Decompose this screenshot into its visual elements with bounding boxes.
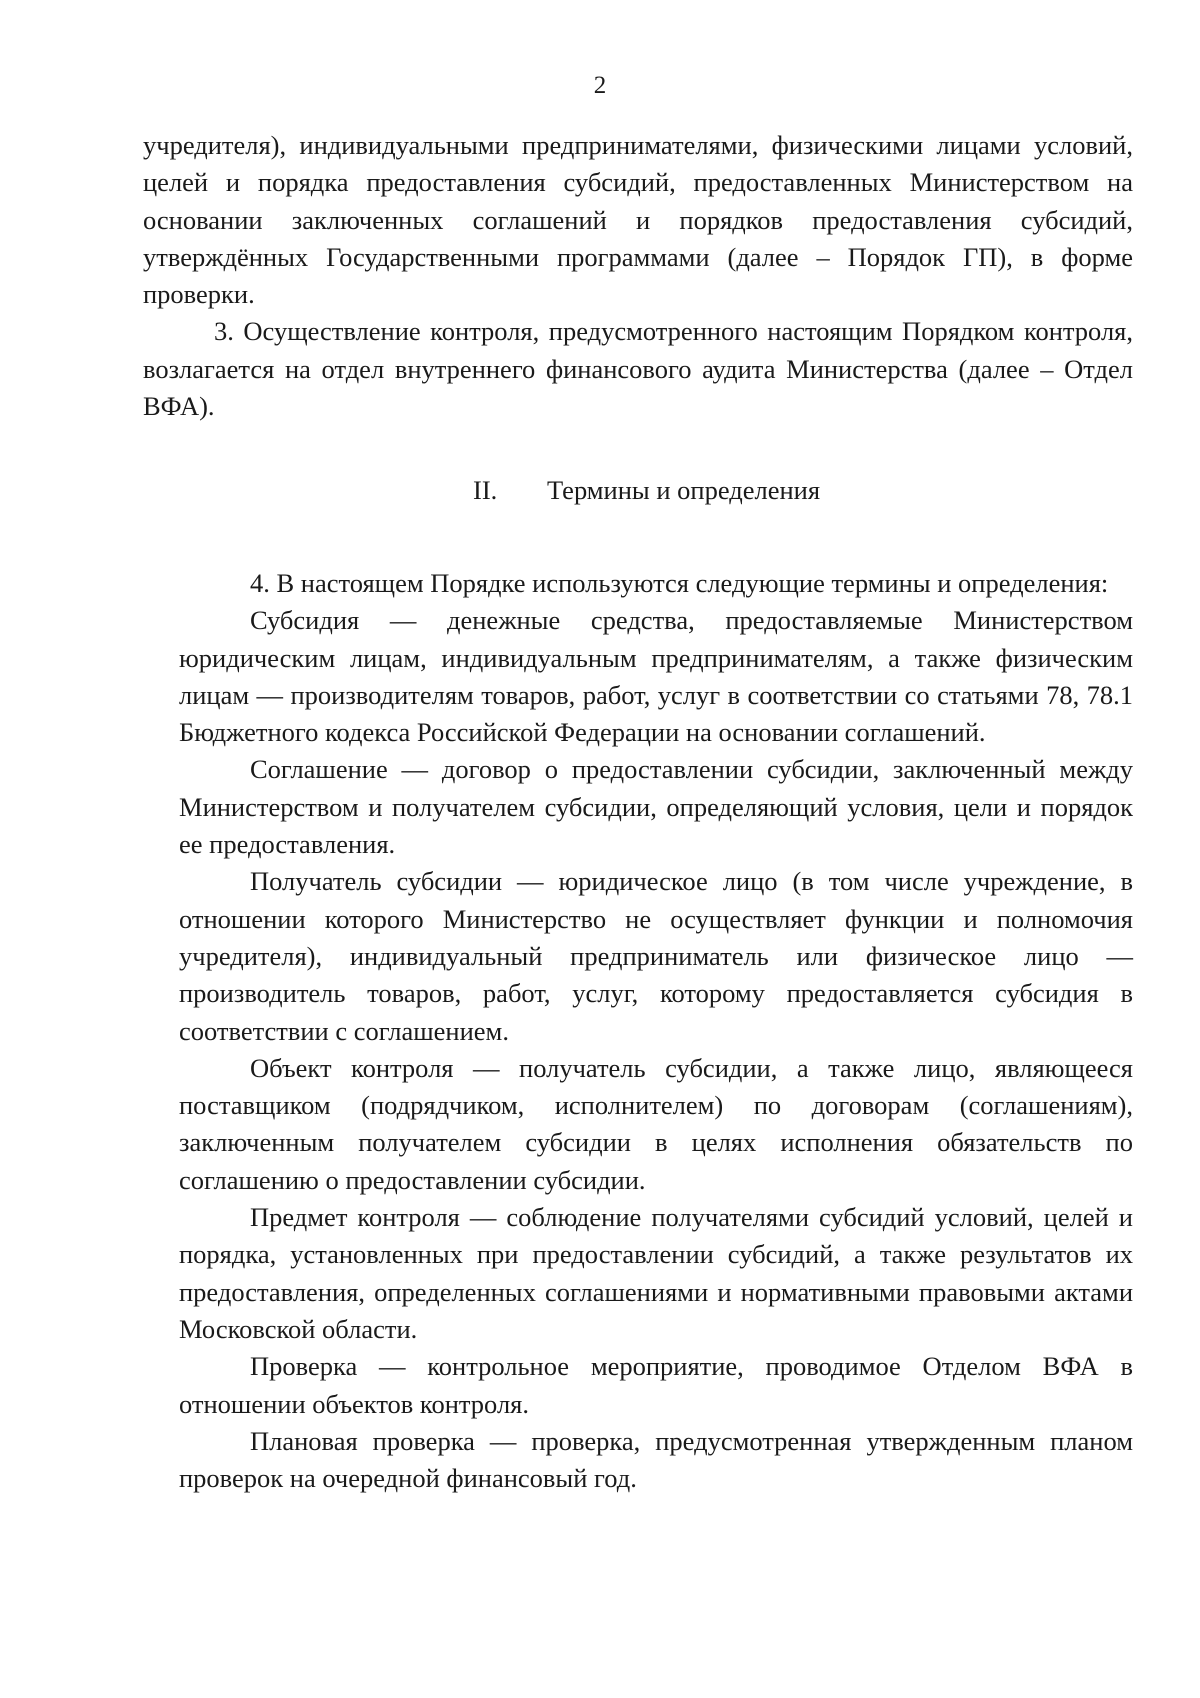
definition-inspection: Проверка — контрольное мероприятие, проводимое Отделом ВФА в отношении объектов контроля.: [179, 1351, 1133, 1419]
continuation-paragraph: учредителя), индивидуальными предпринимателями, физическими лицами условий, целей и порядка предоставления субсидий, предоставленных Министерством на основании заключенных соглашений и порядков предоставления субсидий, утверждённых Государственными программами (далее – Порядок ГП), в форме проверки.: [143, 130, 1133, 310]
intro-block: [143, 127, 1133, 425]
item-3-paragraph: 3. Осуществление контроля, предусмотренного настоящим Порядком контроля, возлагается на отдел внутреннего финансового аудита Министерства (далее – Отдел ВФА).: [143, 316, 1133, 422]
definition-control-object: Объект контроля — получатель субсидии, а также лицо, являющееся поставщиком (подрядчиком, исполнителем) по договорам (соглашениям), заключенным получателем субсидии в целях исполнения обязательств по соглашению о предоставлении субсидии.: [179, 1052, 1133, 1195]
definition-agreement: Соглашение — договор о предоставлении субсидии, заключенный между Министерством и получателем субсидии, определяющий условия, цели и порядок ее предоставления.: [179, 754, 1133, 860]
section-number: II.: [473, 475, 498, 505]
section-title: Термины и определения: [547, 475, 821, 505]
item-4-paragraph: 4. В настоящем Порядке используются следующие термины и определения:: [250, 568, 1109, 598]
definition-planned-inspection: Плановая проверка — проверка, предусмотренная утвержденным планом проверок на очередной финансовый год.: [179, 1425, 1133, 1494]
definition-recipient: Получатель субсидии — юридическое лицо (в том числе учреждение, в отношении которого Министерство не осуществляет функции и полномочия учредителя), индивидуальный предприниматель или физическое лицо — производитель товаров, работ, услуг, которому предоставляется субсидия в соответствии с соглашением.: [179, 866, 1133, 1046]
definition-control-subject: Предмет контроля — соблюдение получателями субсидий условий, целей и порядка, установленных при предоставлении субсидий, а также результатов их предоставления, определенных соглашениями и нормативными правовыми актами Московской области.: [179, 1202, 1133, 1344]
page-number: 2: [593, 72, 607, 99]
terms-block: [179, 565, 1133, 1497]
definition-subsidy: Субсидия — денежные средства, предоставляемые Министерством юридическим лицам, индивидуальным предпринимателям, а также физическим лицам — производителям товаров, работ, услуг в соответствии со статьями 78, 78.1 Бюджетного кодекса Российской Федерации на основании соглашений.: [179, 605, 1133, 748]
